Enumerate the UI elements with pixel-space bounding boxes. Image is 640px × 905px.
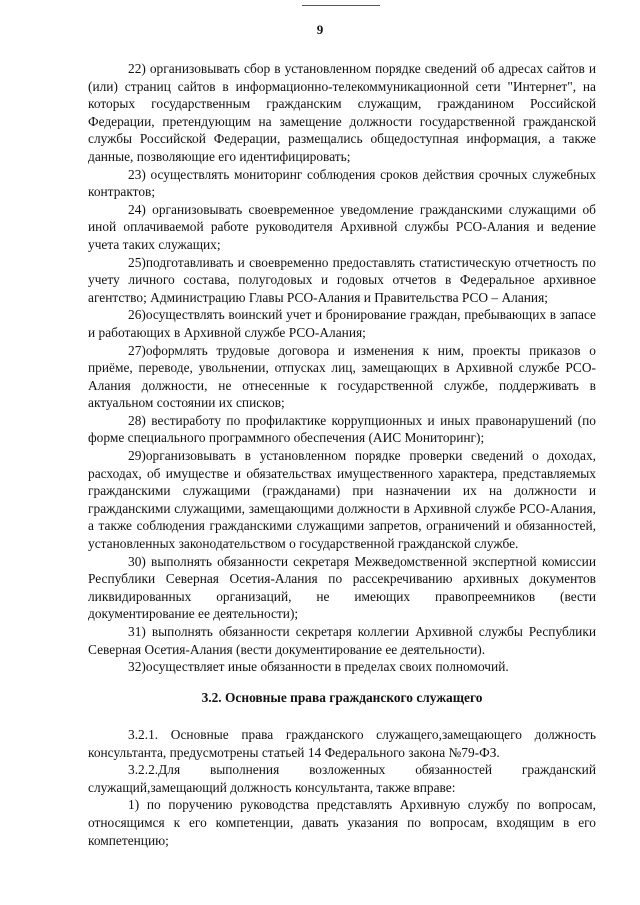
list-item: 3.2.2.Для выполнения возложенных обязанностей гражданский служащий,замещающий должность консультанта, также вправе:	[88, 762, 596, 795]
header-rule	[302, 5, 380, 6]
list-item: 32)осуществляет иные обязанности в пределах своих полномочий.	[128, 659, 509, 675]
list-item: 28) вестиработу по профилактике коррупционных и иных правонарушений (по форме специального программного обеспечения (АИС Мониторинг);	[88, 412, 596, 446]
list-item: 31) выполнять обязанности секретаря коллегии Архивной службы Республики Северная Осетия-Алания (вести документирование ее деятельности).	[88, 624, 596, 657]
duties-list	[88, 60, 596, 676]
rights-list	[88, 726, 596, 849]
section-title: 3.2. Основные права гражданского служащего	[201, 690, 483, 705]
list-item: 30) выполнять обязанности секретаря Межведомственной экспертной комиссии Республики Северная Осетия-Алания по рассекречиванию архивных документов ликвидированных организаций, не имеющих правопреемников (вести документирование ее деятельности);	[88, 553, 596, 622]
list-item: 3.2.1. Основные права гражданского служащего,замещающего должность консультанта, предусмотрены статьей 14 Федерального закона №79-ФЗ.	[88, 727, 596, 760]
list-item: 24) организовывать своевременное уведомление гражданскими служащими об иной оплачиваемой работе руководителя Архивной службы РСО-Алания и ведение учета таких служащих;	[88, 201, 596, 252]
page-number: 9	[316, 22, 324, 37]
list-item: 29)организовывать в установленном порядке проверки сведений о доходах, расходах, об имуществе и обязательствах имущественного характера, представляемых гражданскими служащими (гражданами) при назначении их на должности и гражданскими служащими, замещающими должности в Архивной службе РСО-Алания, а также соблюдения гражданскими служащими запретов, ограничений и обязанностей, установленных законодательством о государственной гражданской службе.	[88, 448, 596, 552]
list-item: 1) по поручению руководства представлять Архивную службу по вопросам, относящимся к его компетенции, давать указания по вопросам, входящим в его компетенцию;	[88, 797, 596, 848]
list-item: 26)осуществлять воинский учет и бронирование граждан, пребывающих в запасе и работающих в Архивной службе РСО-Алания;	[88, 307, 596, 340]
list-item: 25)подготавливать и своевременно предоставлять статистическую отчетность по учету личного состава, полугодовых и годовых отчетов в Федеральное архивное агентство; Администрацию Главы РСО-Алания и Правительства РСО – Алания;	[88, 254, 596, 305]
list-item: 27)оформлять трудовые договора и изменения к ним, проекты приказов о приёме, переводе, увольнении, отпусках лиц, замещающих в Архивной службе РСО-Алания должности, не отнесенные к государственной службе, поддерживать в актуальном состоянии их списков;	[88, 342, 596, 411]
list-item: 22) организовывать сбор в установленном порядке сведений об адресах сайтов и (или) страниц сайтов в информационно-телекоммуникационной сети "Интернет", на которых государственным гражданским служащим, гражданином Российской Федерации, претендующим на замещение должности государственной гражданской службы Российской Федерации, размещались общедоступная информация, а также данные, позволяющие его идентифицировать;	[88, 61, 596, 164]
list-item: 23) осуществлять мониторинг соблюдения сроков действия срочных служебных контрактов;	[88, 166, 596, 200]
